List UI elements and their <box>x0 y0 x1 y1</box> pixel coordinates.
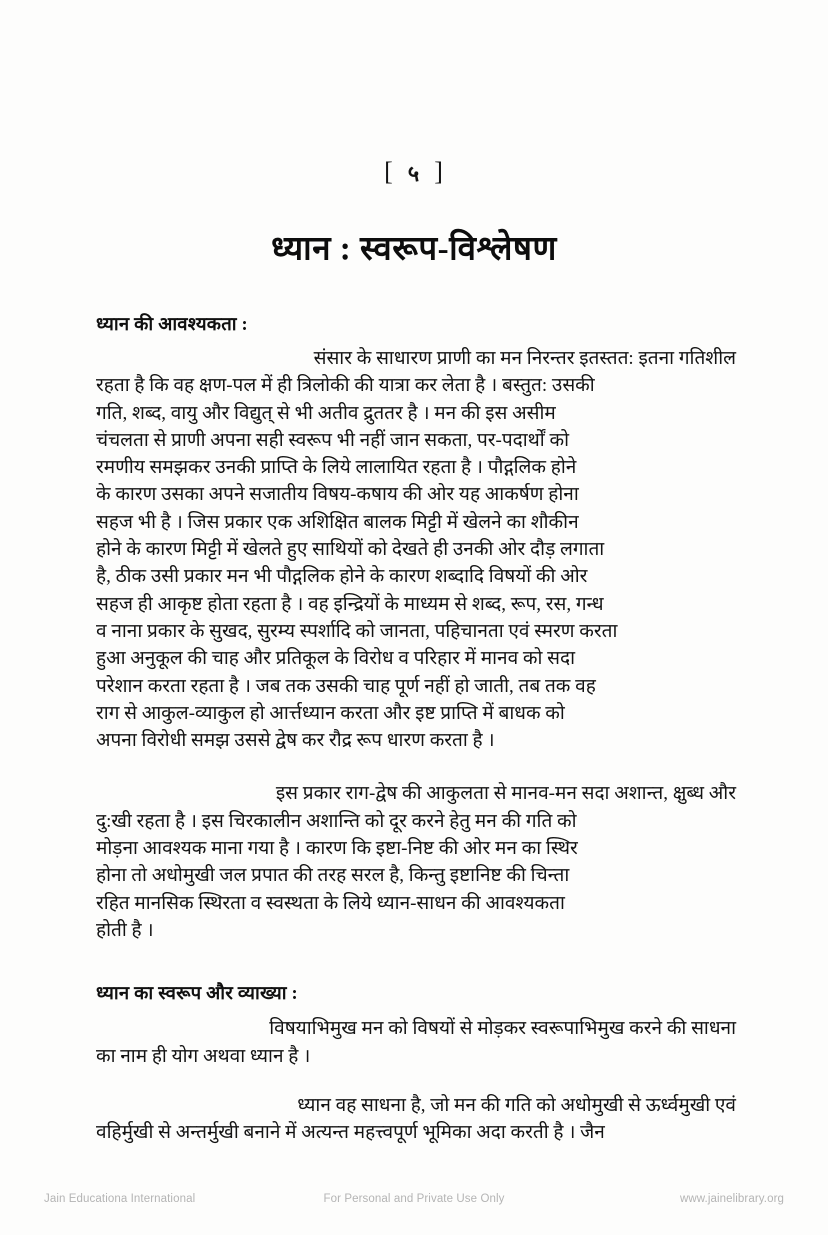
text-line <box>96 1015 736 1042</box>
text-line: रहता है कि वह क्षण-पल में ही त्रिलोकी की यात्रा कर लेता है । बस्तुत: उसकी <box>96 375 595 397</box>
bracket-close: ] <box>434 157 444 186</box>
paragraph-2 <box>96 780 736 944</box>
page-title: ध्यान : स्वरूप-विश्लेषण <box>271 230 557 268</box>
text-line: व नाना प्रकार के सुखद, सुरम्य स्पर्शादि को जानता, पहिचानता एवं स्मरण करता <box>96 620 618 642</box>
text-line: दु:खी रहता है । इस चिरकालीन अशान्ति को दूर करने हेतु मन की गति को <box>96 810 577 832</box>
body-column <box>92 311 736 1146</box>
text-line: अपना विरोधी समझ उससे द्वेष कर रौद्र रूप धारण करता है । <box>96 730 495 752</box>
first-line-indent <box>96 1015 158 1042</box>
section-heading-2: ध्यान का स्वरूप और व्याख्या : <box>96 984 298 1005</box>
line-text: विषयाभिमुख मन को विषयों से मोड़कर स्वरूपाभिमुख करने की साधना <box>269 1018 736 1040</box>
text-line: मोड़ना आवश्यक माना गया है । कारण कि इष्टा-निष्ट की ओर मन का स्थिर <box>96 838 578 860</box>
section-heading-1: ध्यान की आवश्यकता : <box>96 315 248 335</box>
footer-left-text: Jain Educationa International <box>44 1193 196 1205</box>
bracket-open: [ <box>384 157 394 186</box>
paragraph-3 <box>96 1015 736 1070</box>
first-line-indent <box>96 345 158 372</box>
first-line-indent <box>96 1092 158 1119</box>
text-line <box>96 345 736 372</box>
text-line: सहज भी है । जिस प्रकार एक अशिक्षित बालक मिट्टी में खेलने का शौकीन <box>96 511 579 533</box>
text-line: होती है । <box>96 919 154 941</box>
text-line: चंचलता से प्राणी अपना सही स्वरूप भी नहीं जान सकता, पर-पदार्थों को <box>96 429 569 451</box>
text-line: गति, शब्द, वायु और विद्युत् से भी अतीव द्रुततर है । मन की इस असीम <box>96 402 556 424</box>
paragraph-1 <box>96 345 736 754</box>
text-line: का नाम ही योग अथवा ध्यान है । <box>96 1045 311 1067</box>
text-line: होना तो अधोमुखी जल प्रपात की तरह सरल है, किन्तु इष्टानिष्ट की चिन्ता <box>96 865 570 887</box>
line-text: संसार के साधारण प्राणी का मन निरन्तर इतस्तत: इतना गतिशील <box>313 348 736 369</box>
footer-center-text: For Personal and Private Use Only <box>323 1193 505 1205</box>
page-footer <box>0 1191 828 1207</box>
text-line: रमणीय समझकर उनकी प्राप्ति के लिये लालायित रहता है । पौद्गलिक होने <box>96 457 577 479</box>
page-number-value: ५ <box>407 161 421 186</box>
text-line: होने के कारण मिट्टी में खेलते हुए साथियों को देखते ही उनकी ओर दौड़ लगाता <box>96 539 605 561</box>
text-line: राग से आकुल-व्याकुल हो आर्त्तध्यान करता और इष्ट प्राप्ति में बाधक को <box>96 702 565 724</box>
footer-right-link[interactable]: www.jainelibrary.org <box>679 1193 784 1205</box>
text-line: सहज ही आकृष्ट होता रहता है । वह इन्द्रियों के माध्यम से शब्द, रूप, रस, गन्ध <box>96 593 604 615</box>
page-number <box>0 158 828 188</box>
text-line: के कारण उसका अपने सजातीय विषय-कषाय की ओर यह आकर्षण होना <box>96 484 579 506</box>
text-line: वहिर्मुखी से अन्तर्मुखी बनाने में अत्यन्त महत्त्वपूर्ण भूमिका अदा करती है । जैन <box>96 1122 605 1144</box>
text-line: परेशान करता रहता है । जब तक उसकी चाह पूर्ण नहीं हो जाती, तब तक वह <box>96 675 596 697</box>
paragraph-4 <box>96 1092 736 1147</box>
line-text: ध्यान वह साधना है, जो मन की गति को अधोमुखी से ऊर्ध्वमुखी एवं <box>297 1094 736 1116</box>
text-line: रहित मानसिक स्थिरता व स्वस्थता के लिये ध्यान-साधन की आवश्यकता <box>96 892 565 914</box>
text-line: है, ठीक उसी प्रकार मन भी पौद्गलिक होने के कारण शब्दादि विषयों की ओर <box>96 566 588 588</box>
text-line <box>96 1092 736 1119</box>
text-line <box>96 780 736 807</box>
line-text: इस प्रकार राग-द्वेष की आकुलता से मानव-मन सदा अशान्त, क्षुब्ध और <box>275 783 736 805</box>
text-line: हुआ अनुकूल की चाह और प्रतिकूल के विरोध व परिहार में मानव को सदा <box>96 648 576 670</box>
first-line-indent <box>96 780 158 807</box>
